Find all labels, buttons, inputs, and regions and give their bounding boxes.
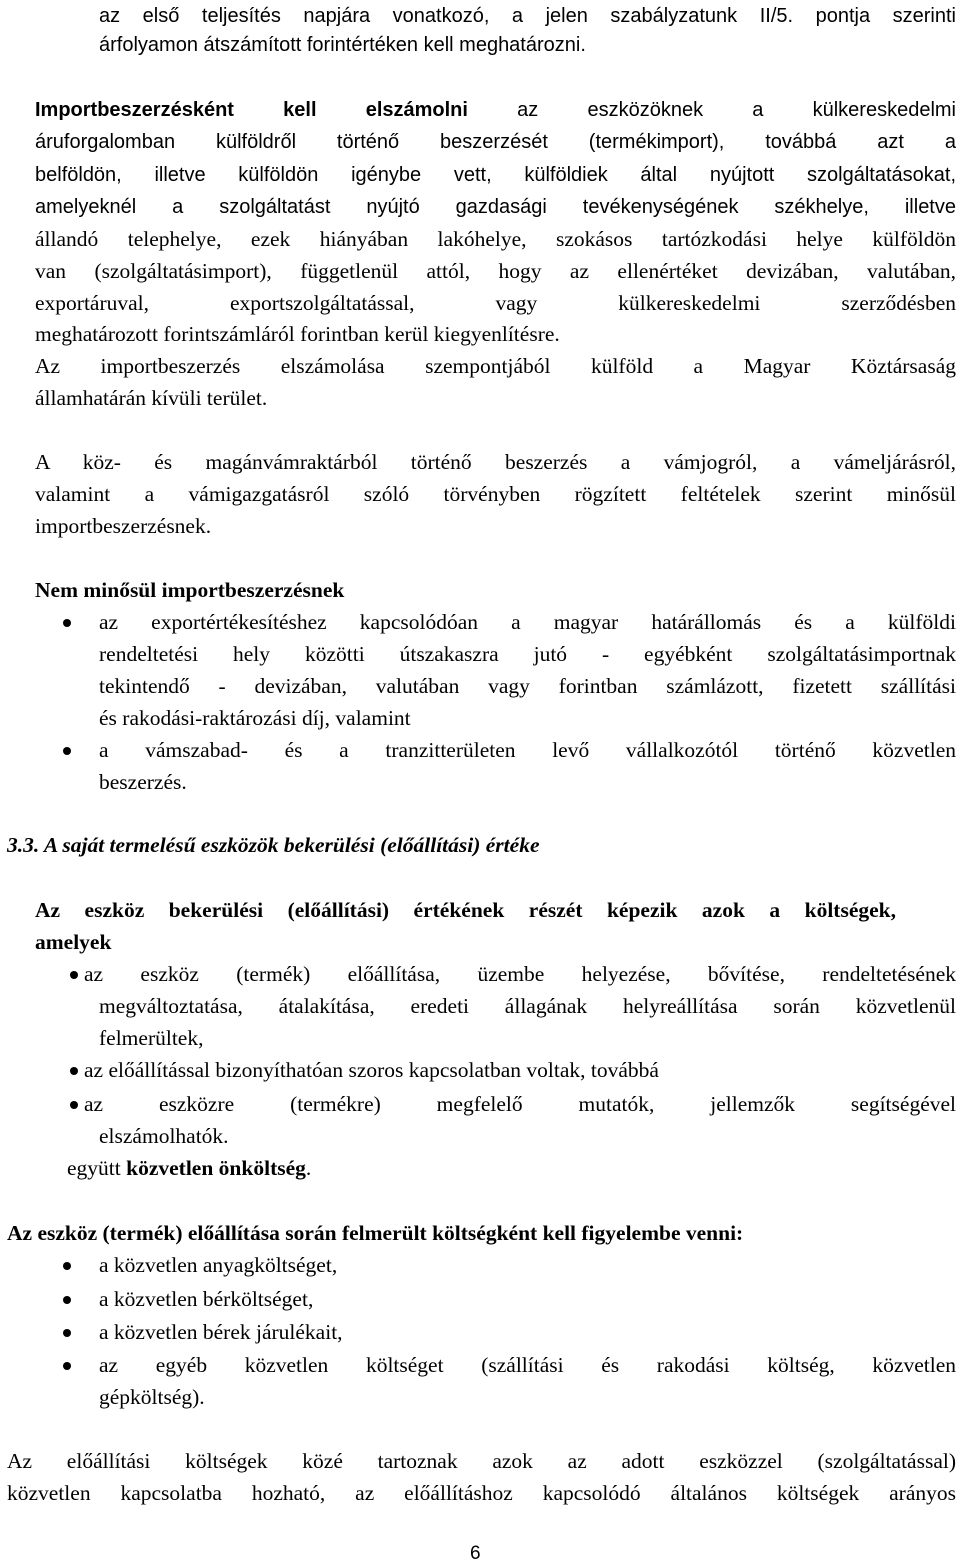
section-heading: Az eszköz (termék) előállítása során felmerült költségként kell figyelembe venni: <box>7 1221 744 1245</box>
text-line: exportáruval, exportszolgáltatással, vagy külkereskedelmi szerződésben <box>35 291 956 315</box>
bullet-icon <box>63 1329 71 1337</box>
list-item-line: gépköltség). <box>99 1385 205 1409</box>
list-item-line: felmerültek, <box>99 1026 204 1050</box>
section-heading: Nem minősül importbeszerzésnek <box>35 578 345 602</box>
list-item-line: rendeltetési hely közötti útszakaszra jutó - egyébként szolgáltatásimportnak <box>99 642 956 666</box>
bullet-icon <box>63 1362 71 1370</box>
list-item-line: a közvetlen anyagköltséget, <box>99 1253 338 1277</box>
section-heading: Az eszköz bekerülési (előállítási) értékének részét képezik azok a költségek, <box>35 898 896 922</box>
list-item-line: a közvetlen bérköltséget, <box>99 1287 314 1311</box>
list-item-line: az exportértékesítéshez kapcsolódóan a magyar határállomás és a külföldi <box>99 610 956 634</box>
list-item-line: megváltoztatása, átalakítása, eredeti állagának helyreállítása során közvetlenül <box>99 994 956 1018</box>
text-line: az első teljesítés napjára vonatkozó, a jelen szabályzatunk II/5. pontja szerinti <box>99 5 956 27</box>
bullet-icon <box>63 747 71 755</box>
text-span: az eszközöknek a külkereskedelmi <box>467 99 956 121</box>
bold-term: Importbeszerzésként kell elszámolni <box>35 99 468 121</box>
bullet-icon <box>63 1296 71 1304</box>
section-heading: amelyek <box>35 930 112 954</box>
page-number: 6 <box>470 1543 481 1564</box>
section-number: 3.3. <box>7 833 40 857</box>
text-line: A köz- és magánvámraktárból történő beszerzés a vámjogról, a vámeljárásról, <box>35 450 956 474</box>
bullet-icon <box>63 1262 71 1270</box>
text-line: van (szolgáltatásimport), függetlenül attól, hogy az ellenértéket devizában, valutában, <box>35 259 956 283</box>
list-item-line: az eszköz (termék) előállítása, üzembe helyezése, bővítése, rendeltetésének <box>84 962 956 986</box>
bullet-icon <box>63 619 71 627</box>
list-item-line: beszerzés. <box>99 770 187 794</box>
bullet-icon <box>70 1067 78 1075</box>
text-span: . <box>305 1156 312 1180</box>
text-line: közvetlen kapcsolatba hozható, az előállításhoz kapcsolódó általános költségek arányos <box>7 1481 956 1505</box>
text-line: belföldön, illetve külföldön igénybe vett, külföldiek által nyújtott szolgáltatásokat, <box>35 164 956 186</box>
text-line: valamint a vámigazgatásról szóló törvényben rögzített feltételek szerint minősül <box>35 482 956 506</box>
list-item-line: elszámolhatók. <box>99 1124 229 1148</box>
text-line: államhatárán kívüli terület. <box>35 386 268 410</box>
text-line: Az importbeszerzés elszámolása szempontjából külföld a Magyar Köztársaság <box>35 354 956 378</box>
list-item-line: az előállítással bizonyíthatóan szoros kapcsolatban voltak, továbbá <box>84 1058 659 1082</box>
text-span: együtt <box>67 1156 127 1180</box>
text-line: áruforgalomban külföldről történő beszerzését (termékimport), továbbá azt a <box>35 131 956 153</box>
list-item-line: a közvetlen bérek járulékait, <box>99 1320 343 1344</box>
list-item-line: a vámszabad- és a tranzitterületen levő vállalkozótól történő közvetlen <box>99 738 956 762</box>
text-line: amelyeknél a szolgáltatást nyújtó gazdasági tevékenységének székhelye, illetve <box>35 196 956 218</box>
text-line: meghatározott forintszámláról forintban kerül kiegyenlítésre. <box>35 322 560 346</box>
text-line: árfolyamon átszámított forintértéken kell meghatározni. <box>99 34 586 56</box>
text-line: importbeszerzésnek. <box>35 514 212 538</box>
bold-term: közvetlen önköltség <box>126 1156 306 1180</box>
list-item-line: és rakodási-raktározási díj, valamint <box>99 706 411 730</box>
bullet-icon <box>70 1101 78 1109</box>
text-line <box>67 1156 311 1180</box>
list-item-line: az eszközre (termékre) megfelelő mutatók, jellemzők segítségével <box>84 1092 956 1116</box>
section-title-text: A saját termelésű eszközök bekerülési (előállítási) értéke <box>43 833 540 857</box>
bullet-icon <box>70 971 78 979</box>
list-item-line: tekintendő - devizában, valutában vagy forintban számlázott, fizetett szállítási <box>99 674 956 698</box>
text-line <box>35 98 956 122</box>
section-title <box>7 833 539 857</box>
list-item-line: az egyéb közvetlen költséget (szállítási és rakodási költség, közvetlen <box>99 1353 956 1377</box>
text-line: állandó telephelye, ezek hiányában lakóhelye, szokásos tartózkodási helye külföldön <box>35 227 956 251</box>
text-line: Az előállítási költségek közé tartoznak azok az adott eszközzel (szolgáltatással) <box>7 1449 956 1473</box>
